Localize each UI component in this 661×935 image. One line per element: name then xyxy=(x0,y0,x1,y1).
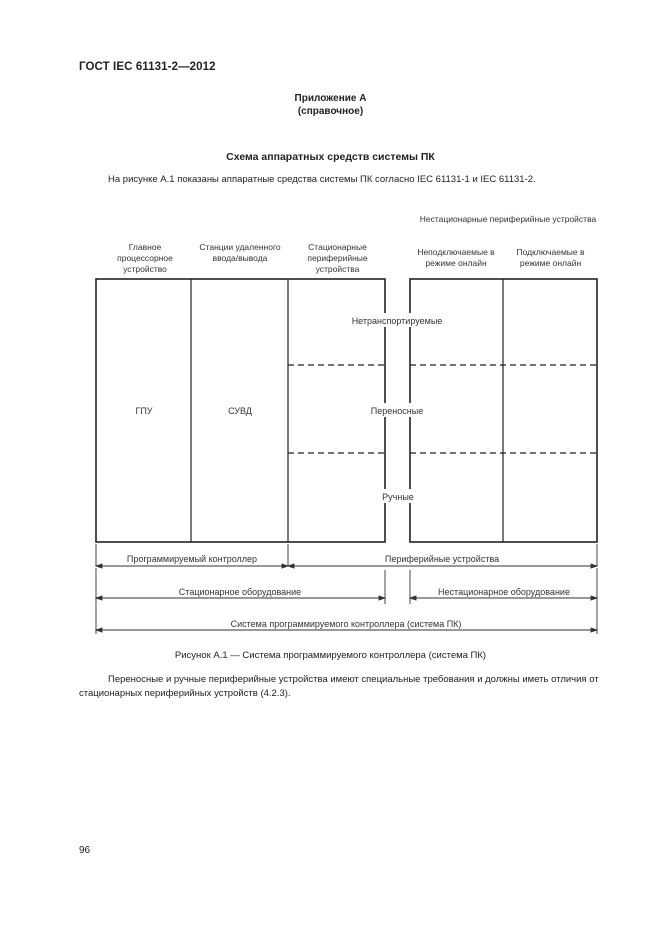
annex-subtitle: (справочное) xyxy=(297,106,364,117)
bracket-system: Система программируемого контроллера (система ПК) xyxy=(230,619,462,629)
figure-caption: Рисунок А.1 — Система программируемого контроллера (система ПК) xyxy=(174,650,487,661)
section-title: Схема аппаратных средств системы ПК xyxy=(226,151,435,163)
header-offline-devices: Неподключаемые в режиме онлайн xyxy=(417,247,495,268)
page-number: 96 xyxy=(79,845,91,856)
header-remote-io: Станции удаленного ввода/вывода xyxy=(199,242,281,263)
bracket-stationary-equipment: Стационарное оборудование xyxy=(178,587,302,597)
row-label-portable: Переносные xyxy=(370,406,424,416)
header-online-devices: Подключаемые в режиме онлайн xyxy=(516,247,585,268)
bracket-programmable-controller: Программируемый контроллер xyxy=(126,554,258,564)
header-cpu: Главное процессорное устройство xyxy=(117,242,173,274)
document-id: ГОСТ IEC 61131-2—2012 xyxy=(79,61,216,73)
cell-rio: СУВД xyxy=(228,406,252,416)
row-label-handheld: Ручные xyxy=(382,492,414,502)
annex-title: Приложение А xyxy=(294,93,367,104)
intro-text: На рисунке А.1 показаны аппаратные средства системы ПК согласно IEC 61131-1 и IEC 61131-2. xyxy=(108,174,536,185)
row-label-nontransportable: Нетранспортируемые xyxy=(351,316,443,326)
cell-cpu: ГПУ xyxy=(135,406,153,416)
bracket-nonstationary-equipment: Нестационарное оборудование xyxy=(438,587,570,597)
header-stationary-peripherals: Стационарные периферийные устройства xyxy=(307,242,368,274)
header-nonstationary-group: Нестационарные периферийные устройства xyxy=(419,214,597,224)
body-paragraph: Переносные и ручные периферийные устройства имеют специальные требования и должны иметь отличия от стационарных периферийных устройств (4.2.3). xyxy=(79,674,599,699)
bracket-peripheral-devices: Периферийные устройства xyxy=(384,554,500,564)
